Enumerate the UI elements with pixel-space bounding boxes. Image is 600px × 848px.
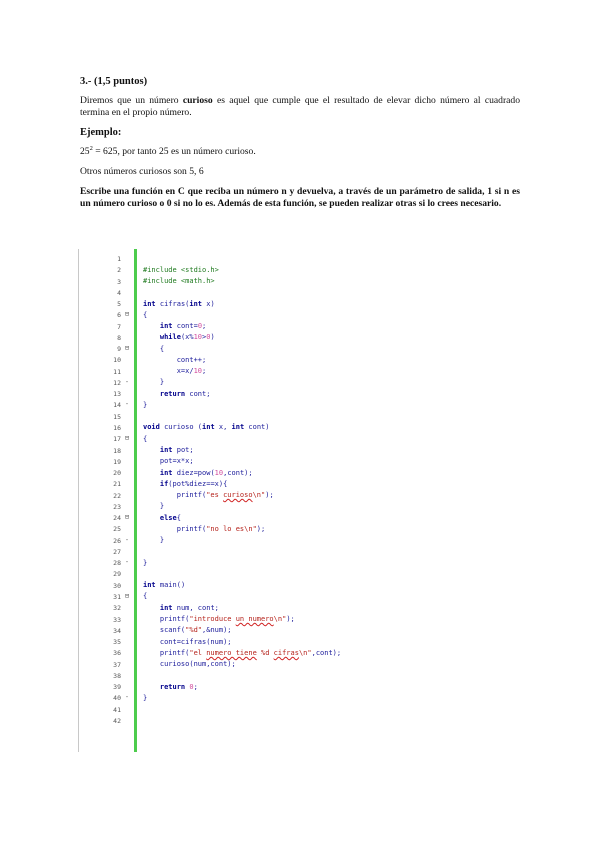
- example-text: $25^2 = 625$, por tanto 25 es un número curioso.: [80, 145, 256, 158]
- line-number: 32: [113, 604, 121, 613]
- code-line: [79, 456, 529, 467]
- code-line: [79, 602, 529, 613]
- code-line: [79, 580, 529, 591]
- code-text: printf("el numero tiene %d cifras\n",cont);: [143, 648, 342, 657]
- code-line: [79, 354, 529, 365]
- line-number: 24: [113, 514, 121, 523]
- line-number: 34: [113, 626, 121, 635]
- other-numbers: Otros números curiosos son 5, 6: [80, 166, 204, 178]
- code-text: {: [143, 310, 148, 319]
- code-line: [79, 614, 529, 625]
- code-line: [79, 557, 529, 568]
- code-text: }: [143, 400, 148, 409]
- code-text: }: [143, 536, 165, 545]
- code-text: }: [143, 378, 165, 387]
- code-line: [79, 625, 529, 636]
- line-number: 30: [113, 581, 121, 590]
- code-text: return 0;: [159, 682, 198, 691]
- code-text: int cifras(int x): [143, 299, 215, 308]
- line-number: 8: [117, 333, 121, 342]
- code-text: return cont;: [159, 389, 211, 398]
- code-text: while(x%10>0): [159, 333, 215, 342]
- code-line: [79, 591, 529, 602]
- line-number: 17: [113, 435, 121, 444]
- code-text: }: [143, 502, 165, 511]
- line-number: 15: [113, 412, 121, 421]
- code-line: [79, 659, 529, 670]
- code-line: [79, 253, 529, 264]
- line-number: 4: [117, 288, 121, 297]
- example-label: Ejemplo:: [80, 127, 122, 138]
- line-number: 3: [117, 277, 121, 286]
- code-text: printf("es curioso\n");: [143, 491, 274, 500]
- code-line: [79, 501, 529, 512]
- line-number: 33: [113, 615, 121, 624]
- code-line: [79, 681, 529, 692]
- code-line: [79, 692, 529, 703]
- code-line: [79, 309, 529, 320]
- code-text: else{: [159, 513, 181, 522]
- line-number: 9: [117, 345, 121, 354]
- line-number: 26: [113, 536, 121, 545]
- line-number: 14: [113, 401, 121, 410]
- line-number: 41: [113, 705, 121, 714]
- code-text: cont++;: [143, 355, 207, 364]
- question-heading: 3.- (1,5 puntos): [80, 76, 148, 87]
- code-text: {: [143, 592, 148, 601]
- code-line: [79, 704, 529, 715]
- line-number: 18: [113, 446, 121, 455]
- code-text: x=x/10;: [143, 367, 207, 376]
- code-text: #include <stdio.h>: [143, 265, 219, 274]
- line-number: 1: [117, 255, 121, 263]
- line-number: 7: [117, 322, 121, 331]
- line-number: 21: [113, 480, 121, 489]
- code-line: [79, 478, 529, 489]
- code-text: }: [143, 558, 148, 567]
- line-number: 36: [113, 649, 121, 658]
- line-number: 27: [113, 547, 121, 556]
- code-text: {: [143, 434, 148, 443]
- code-text: }: [143, 693, 148, 702]
- question-intro: Diremos que un número curioso es aquel que cumple que el resultado de elevar dicho número al cuadrado termina en el propio número.: [80, 95, 521, 118]
- fold-marker-icon[interactable]: ⊟: [124, 310, 130, 319]
- line-number: 16: [113, 423, 121, 432]
- code-line: [79, 535, 529, 546]
- code-line: [79, 670, 529, 681]
- code-line: [79, 568, 529, 579]
- code-line: [79, 321, 529, 332]
- code-text: void curioso (int x, int cont): [143, 423, 270, 432]
- line-number: 13: [113, 390, 121, 399]
- code-line: [79, 636, 529, 647]
- task-statement: Escribe una función en C que reciba un número n y devuelva, a través de un parámetro de salida, 1 si n es un número curioso o 0 si no lo es. Además de esta función, se pueden realizar otras si lo crees necesario.: [80, 186, 520, 210]
- code-line: [79, 467, 529, 478]
- code-line: [79, 287, 529, 298]
- line-number: 11: [113, 367, 121, 376]
- line-number: 12: [113, 378, 121, 387]
- line-number: 2: [117, 266, 121, 275]
- fold-marker-icon[interactable]: ⊟: [124, 513, 130, 522]
- fold-marker-icon: -: [124, 377, 130, 386]
- code-line: [79, 366, 529, 377]
- fold-marker-icon[interactable]: ⊟: [124, 591, 130, 600]
- line-number: 23: [113, 502, 121, 511]
- line-number: 37: [113, 660, 121, 669]
- code-text: pot=x*x;: [143, 457, 194, 466]
- code-line: [79, 647, 529, 658]
- line-number: 42: [113, 716, 121, 725]
- code-text: {: [143, 344, 165, 353]
- code-text: int pot;: [159, 446, 194, 455]
- line-number: 10: [113, 356, 121, 365]
- question-block: [80, 76, 520, 210]
- code-line: [79, 523, 529, 534]
- code-line: [79, 546, 529, 557]
- code-line: [79, 388, 529, 399]
- fold-marker-icon[interactable]: ⊟: [124, 344, 130, 353]
- code-text: int num, cont;: [159, 603, 219, 612]
- line-number: 20: [113, 469, 121, 478]
- line-number: 6: [117, 311, 121, 320]
- code-text: int main(): [143, 581, 186, 590]
- fold-marker-icon: -: [124, 535, 130, 544]
- code-line: [79, 332, 529, 343]
- code-line: [79, 433, 529, 444]
- line-number: 38: [113, 671, 121, 680]
- code-line: [79, 490, 529, 501]
- code-line: [79, 377, 529, 388]
- code-line: [79, 445, 529, 456]
- line-number: 5: [117, 300, 121, 309]
- line-number: 35: [113, 638, 121, 647]
- fold-marker-icon: -: [124, 400, 130, 409]
- code-line: [79, 399, 529, 410]
- fold-marker-icon: -: [124, 558, 130, 567]
- line-number: 22: [113, 491, 121, 500]
- line-number: 31: [113, 592, 121, 601]
- code-text: printf("no lo es\n");: [143, 524, 266, 533]
- code-text: if(pot%diez==x){: [159, 479, 228, 488]
- code-text: printf("introduce un numero\n");: [143, 615, 295, 623]
- code-text: cont=cifras(num);: [143, 637, 232, 646]
- code-line: [79, 264, 529, 275]
- code-line: [79, 276, 529, 287]
- code-text: #include <math.h>: [143, 277, 215, 286]
- code-line: [79, 298, 529, 309]
- code-line: [79, 411, 529, 422]
- code-line: [79, 715, 529, 726]
- fold-marker-icon[interactable]: ⊟: [124, 434, 130, 443]
- code-line: [79, 343, 529, 354]
- code-text: int diez=pow(10,cont);: [159, 468, 253, 477]
- code-editor-screenshot: [78, 249, 529, 752]
- line-number: 40: [113, 694, 121, 703]
- line-number: 39: [113, 683, 121, 692]
- line-number: 19: [113, 457, 121, 466]
- line-number: 25: [113, 525, 121, 534]
- code-line: [79, 422, 529, 433]
- line-number: 29: [113, 570, 121, 579]
- fold-marker-icon: -: [124, 693, 130, 702]
- code-line: [79, 512, 529, 523]
- code-lines: [79, 253, 529, 726]
- code-text: int cont=0;: [159, 322, 207, 331]
- keyword-curioso: curioso: [182, 95, 213, 106]
- code-text: curioso(num,cont);: [143, 660, 236, 669]
- line-number: 28: [113, 559, 121, 568]
- code-text: scanf("%d",&num);: [143, 626, 232, 635]
